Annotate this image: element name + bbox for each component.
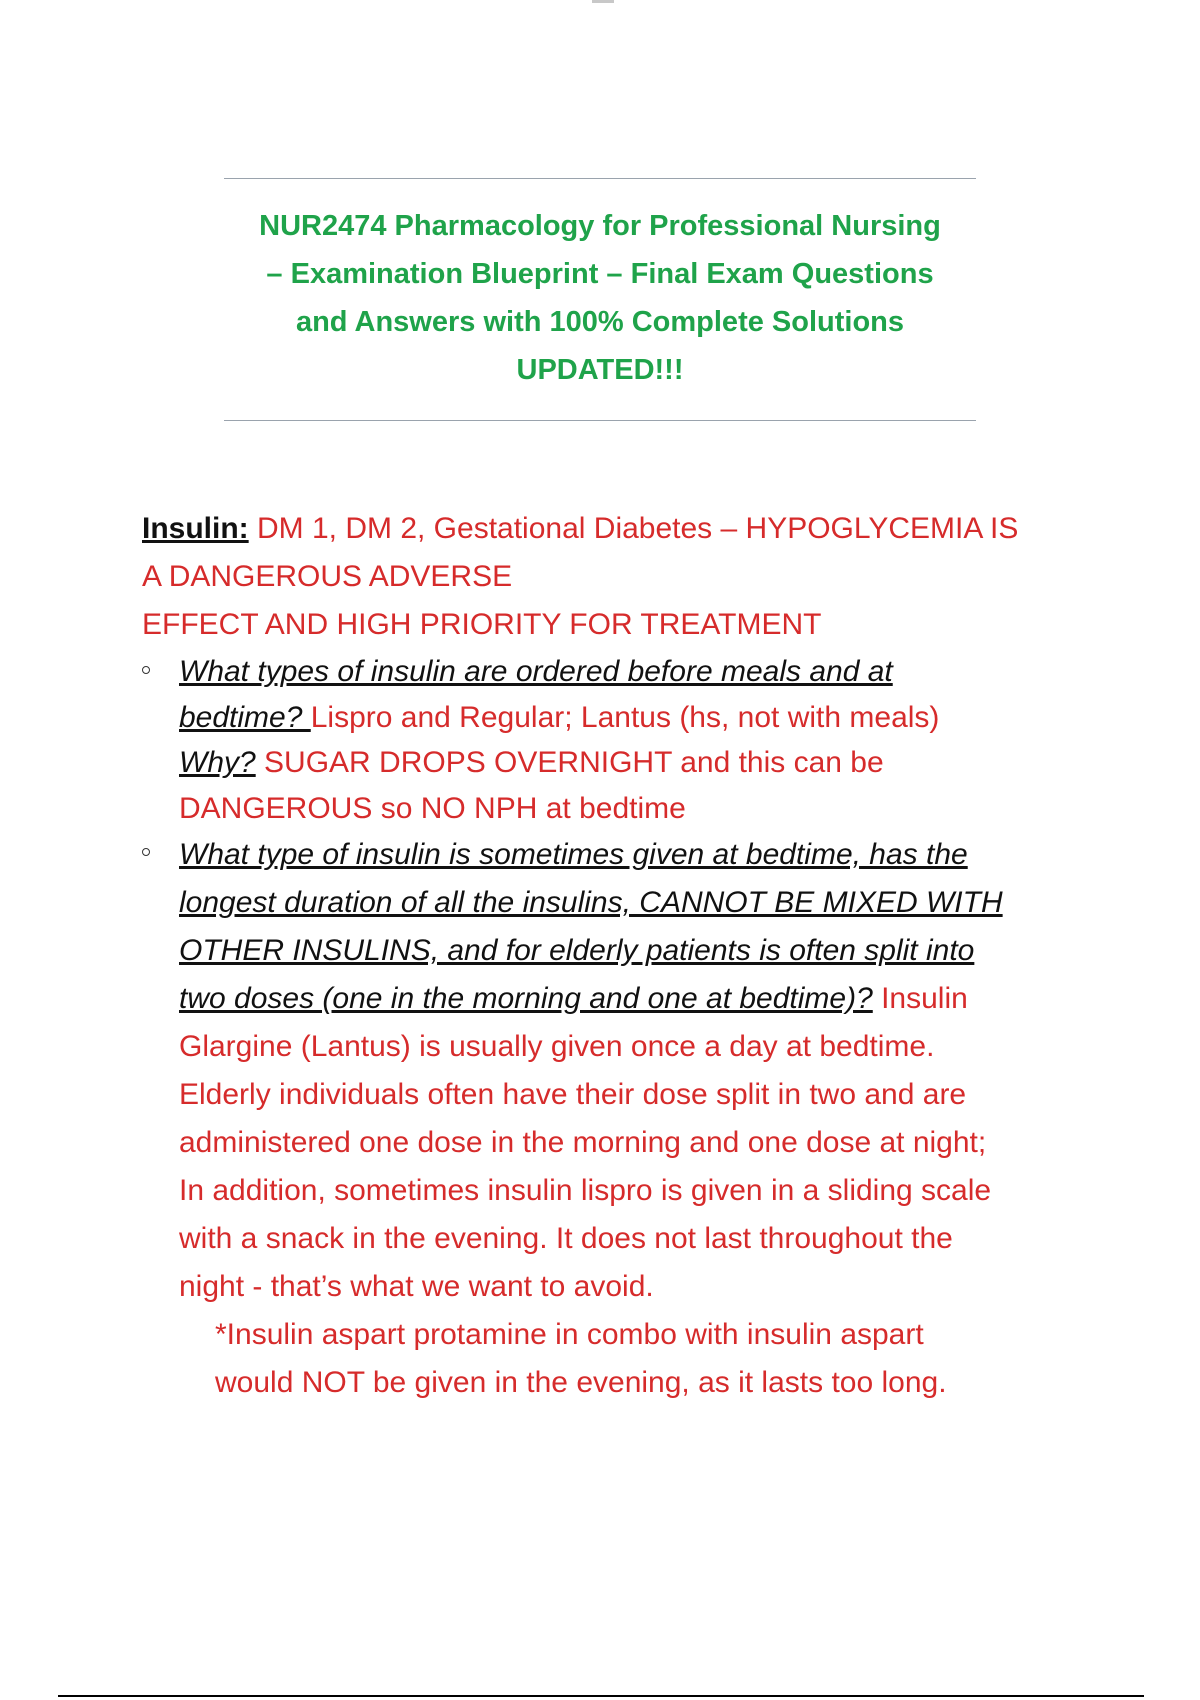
q2-answer-line-2: Elderly individuals often have their dose split in two and are (179, 1078, 967, 1111)
document-body (142, 505, 1072, 1407)
q2-question-line-2: longest duration of all the insulins, CANNOT BE MIXED WITH (179, 886, 1003, 919)
q1-question-line-1: What types of insulin are ordered before meals and at (179, 655, 893, 688)
insulin-intro-line-3: EFFECT AND HIGH PRIORITY FOR TREATMENT (142, 608, 822, 641)
insulin-heading-label: Insulin: (142, 512, 249, 545)
page-top-mark (592, 0, 614, 3)
title-line-1: NUR2474 Pharmacology for Professional Nursing (259, 210, 941, 242)
insulin-intro-line-1 (142, 505, 1072, 553)
q2-answer-line-4: In addition, sometimes insulin lispro is given in a sliding scale (179, 1174, 992, 1207)
q2-answer-start: Insulin (872, 982, 968, 1015)
q2-answer-line-6: night - that’s what we want to avoid. (179, 1270, 654, 1303)
q2-question-line-3: OTHER INSULINS, and for elderly patients is often split into (179, 934, 975, 967)
title-line-3: and Answers with 100% Complete Solutions (295, 306, 905, 338)
title-line-4: UPDATED!!! (516, 354, 684, 386)
q1-why-answer: SUGAR DROPS OVERNIGHT and this can be (255, 746, 884, 779)
q1-line-3 (179, 740, 1072, 786)
circle-bullet-icon (142, 848, 150, 856)
q2-answer-line-5: with a snack in the evening. It does not last throughout the (179, 1222, 953, 1255)
q1-answer: Lispro and Regular; Lantus (hs, not with meals) (310, 700, 940, 734)
question-item-2 (142, 831, 1072, 1311)
q2-line-2 (179, 879, 1072, 927)
q2-question-line-1: What type of insulin is sometimes given at bedtime, has the (179, 838, 968, 871)
q1-line-1 (179, 649, 1072, 695)
footer-divider (58, 1695, 1144, 1697)
q2-answer-line-1: Glargine (Lantus) is usually given once a day at bedtime. (179, 1030, 935, 1063)
note-line-2: would NOT be given in the evening, as it lasts too long. (215, 1366, 947, 1399)
title-line-2: – Examination Blueprint – Final Exam Questions (266, 258, 934, 290)
q2-line-3 (179, 927, 1072, 975)
q2-question-line-4: two doses (one in the morning and one at bedtime)? (179, 982, 873, 1015)
q2-line-1 (179, 831, 1072, 879)
q1-why-label: Why? (179, 746, 256, 779)
insulin-intro-text-1: DM 1, DM 2, Gestational Diabetes – HYPOGLYCEMIA IS (248, 512, 1019, 545)
insulin-intro-line-2: A DANGEROUS ADVERSE (142, 560, 513, 593)
q1-line-2 (179, 695, 1072, 741)
q1-question-line-2: bedtime? (179, 700, 311, 734)
circle-bullet-icon (142, 666, 150, 674)
q2-answer-line-3: administered one dose in the morning and one dose at night; (179, 1126, 987, 1159)
q2-line-4 (179, 975, 1072, 1023)
question-item-1 (142, 649, 1072, 831)
note-line-1: *Insulin aspart protamine in combo with insulin aspart (215, 1318, 924, 1351)
q1-why-answer-line-2: DANGEROUS so NO NPH at bedtime (179, 791, 686, 825)
document-title-block (224, 178, 976, 421)
